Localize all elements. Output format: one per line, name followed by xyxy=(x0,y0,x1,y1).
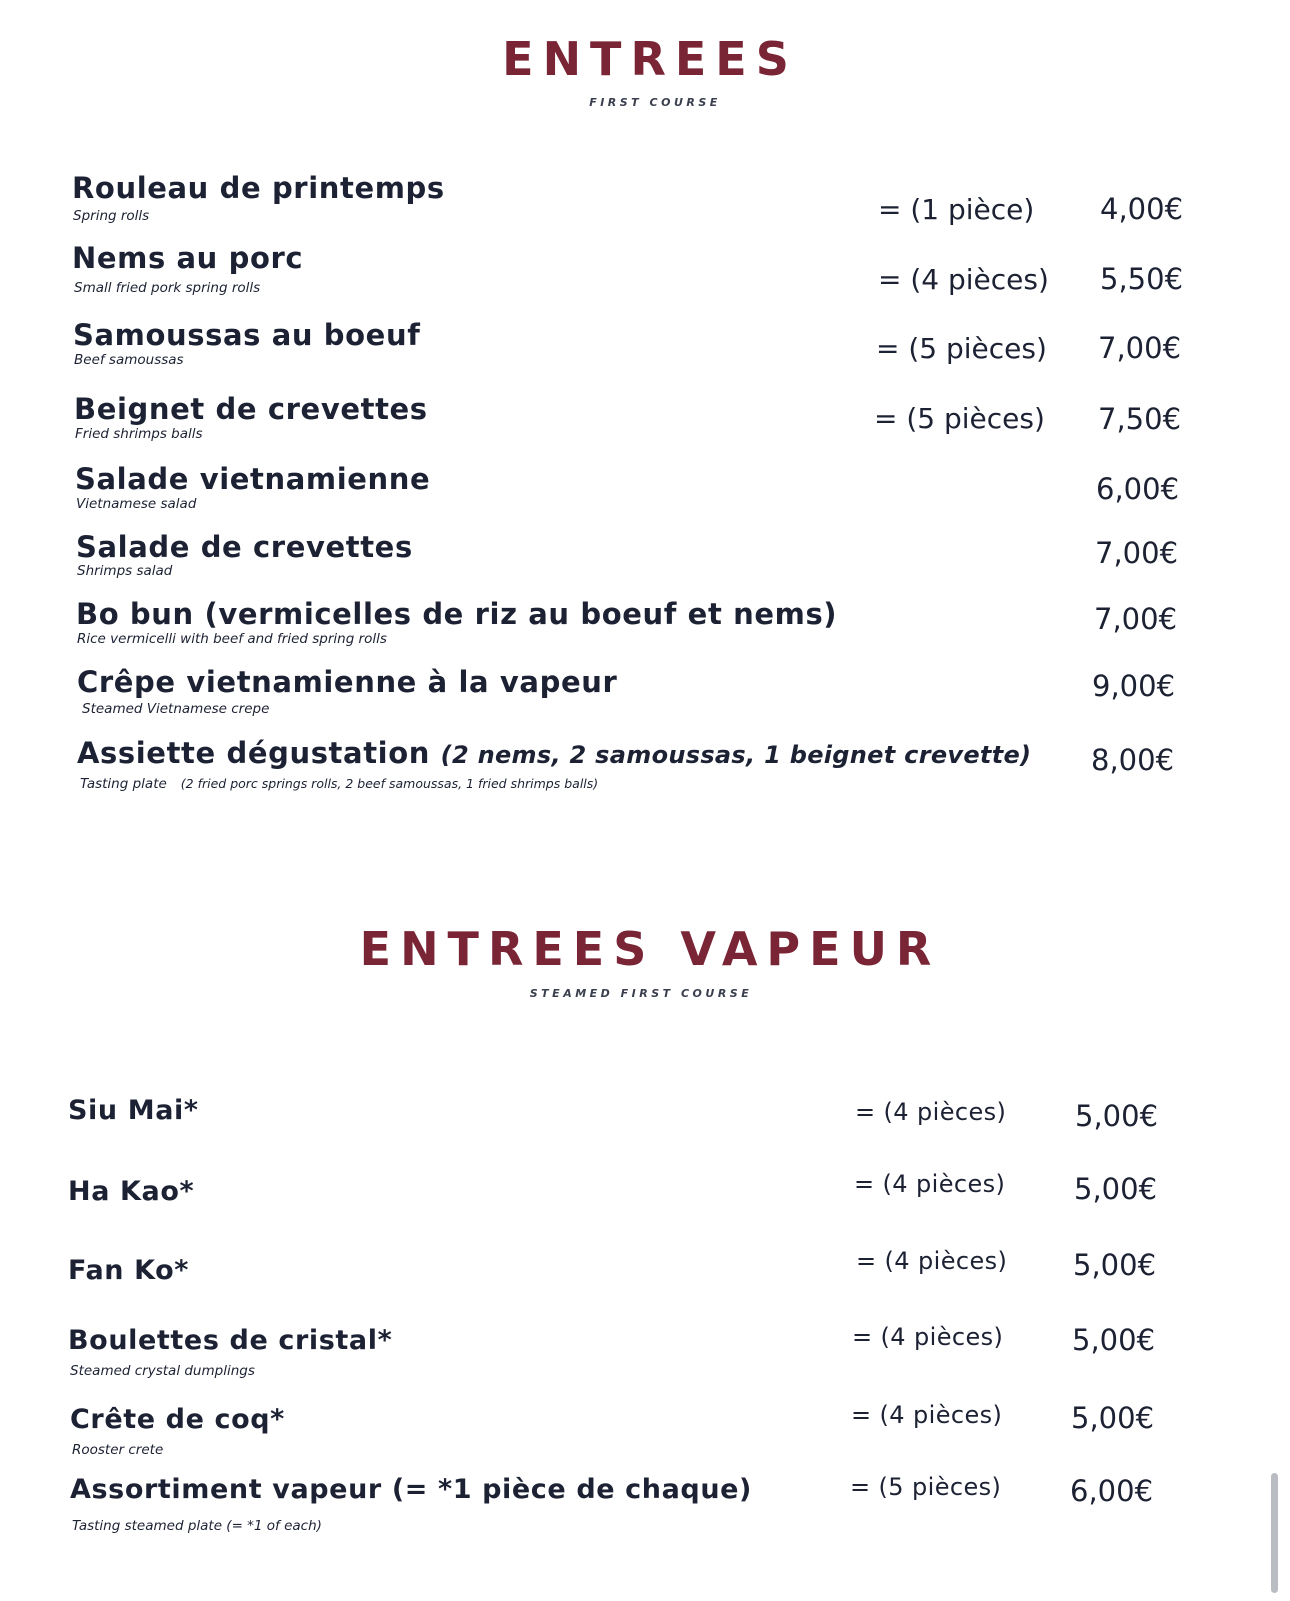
entrees-subtitle: FIRST COURSE xyxy=(589,96,721,109)
item-name: Crêpe vietnamienne à la vapeur xyxy=(77,665,618,699)
item-description: Fried shrimps balls xyxy=(75,426,203,442)
item-description xyxy=(80,776,598,792)
item-name: Beignet de crevettes xyxy=(74,392,428,426)
menu-item xyxy=(0,736,1290,796)
item-name xyxy=(77,736,1031,770)
item-description: Spring rolls xyxy=(73,208,150,224)
item-description-main: Tasting plate xyxy=(80,776,167,792)
item-price: 5,50€ xyxy=(1100,262,1184,296)
menu-item xyxy=(0,1095,1290,1155)
vapeur-subtitle: STEAMED FIRST COURSE xyxy=(529,987,753,1000)
item-quantity: = (4 pièces) xyxy=(854,1170,1006,1198)
item-quantity: = (4 pièces) xyxy=(852,1323,1004,1351)
item-description-detail: (2 fried porc springs rolls, 2 beef samoussas, 1 fried shrimps balls) xyxy=(180,776,599,791)
item-name: Nems au porc xyxy=(72,241,304,275)
item-price: 9,00€ xyxy=(1092,669,1176,703)
item-description: Rice vermicelli with beef and fried spring rolls xyxy=(77,631,387,647)
item-price: 7,00€ xyxy=(1098,331,1182,365)
item-quantity: = (1 pièce) xyxy=(878,193,1035,226)
item-quantity: = (4 pièces) xyxy=(851,1401,1003,1429)
item-quantity: = (5 pièces) xyxy=(876,332,1047,365)
item-name: Salade de crevettes xyxy=(76,530,413,564)
item-description: Rooster crete xyxy=(72,1442,164,1458)
item-name: Boulettes de cristal* xyxy=(68,1325,393,1356)
item-price: 6,00€ xyxy=(1070,1474,1154,1508)
item-description: Tasting steamed plate (= *1 of each) xyxy=(72,1518,322,1534)
item-price: 4,00€ xyxy=(1100,192,1184,226)
item-price: 7,00€ xyxy=(1095,536,1179,570)
item-price: 5,00€ xyxy=(1073,1248,1157,1282)
item-description: Small fried pork spring rolls xyxy=(74,280,261,296)
menu-item xyxy=(0,597,1290,657)
menu-item xyxy=(0,462,1290,522)
item-price: 5,00€ xyxy=(1071,1401,1155,1435)
menu-item xyxy=(0,171,1290,231)
item-name-main: Assiette dégustation xyxy=(77,736,430,770)
entrees-title: ENTREES xyxy=(502,32,798,86)
item-name: Rouleau de printemps xyxy=(72,171,445,205)
item-price: 7,00€ xyxy=(1094,602,1178,636)
vapeur-title: ENTREES VAPEUR xyxy=(359,922,941,976)
item-quantity: = (5 pièces) xyxy=(850,1473,1002,1501)
menu-item xyxy=(0,530,1290,590)
item-quantity: = (4 pièces) xyxy=(878,263,1049,296)
item-name: Salade vietnamienne xyxy=(75,462,431,496)
item-price: 5,00€ xyxy=(1075,1099,1159,1133)
menu-item xyxy=(0,1474,1290,1534)
item-description: Steamed Vietnamese crepe xyxy=(82,701,270,717)
item-price: 8,00€ xyxy=(1091,743,1175,777)
scrollbar-thumb[interactable] xyxy=(1271,1473,1278,1593)
item-description: Steamed crystal dumplings xyxy=(70,1363,255,1379)
item-price: 6,00€ xyxy=(1096,472,1180,506)
item-quantity: = (4 pièces) xyxy=(855,1098,1007,1126)
item-name: Bo bun (vermicelles de riz au boeuf et nems) xyxy=(76,597,838,631)
item-description: Shrimps salad xyxy=(77,563,173,579)
menu-item xyxy=(0,1170,1290,1236)
menu-item xyxy=(0,392,1290,452)
menu-item xyxy=(0,241,1290,301)
item-name: Fan Ko* xyxy=(68,1255,190,1286)
item-quantity: = (4 pièces) xyxy=(856,1247,1008,1275)
menu-item xyxy=(0,1401,1290,1464)
item-price: 5,00€ xyxy=(1074,1172,1158,1206)
menu-item xyxy=(0,1325,1290,1385)
menu-item xyxy=(0,318,1290,378)
item-name-detail: (2 nems, 2 samoussas, 1 beignet crevette) xyxy=(440,741,1032,769)
item-name: Ha Kao* xyxy=(68,1176,195,1207)
item-name: Samoussas au boeuf xyxy=(73,318,421,352)
scrollbar-track[interactable] xyxy=(1269,0,1280,1601)
menu-item xyxy=(0,665,1290,725)
item-price: 5,00€ xyxy=(1072,1323,1156,1357)
item-description: Beef samoussas xyxy=(74,352,184,368)
item-price: 7,50€ xyxy=(1098,402,1182,436)
item-name: Assortiment vapeur (= *1 pièce de chaque) xyxy=(70,1474,752,1505)
menu-item xyxy=(0,1247,1290,1315)
item-name: Siu Mai* xyxy=(68,1095,199,1126)
item-quantity: = (5 pièces) xyxy=(874,402,1045,435)
item-description: Vietnamese salad xyxy=(76,496,197,512)
item-name: Crête de coq* xyxy=(70,1404,285,1435)
